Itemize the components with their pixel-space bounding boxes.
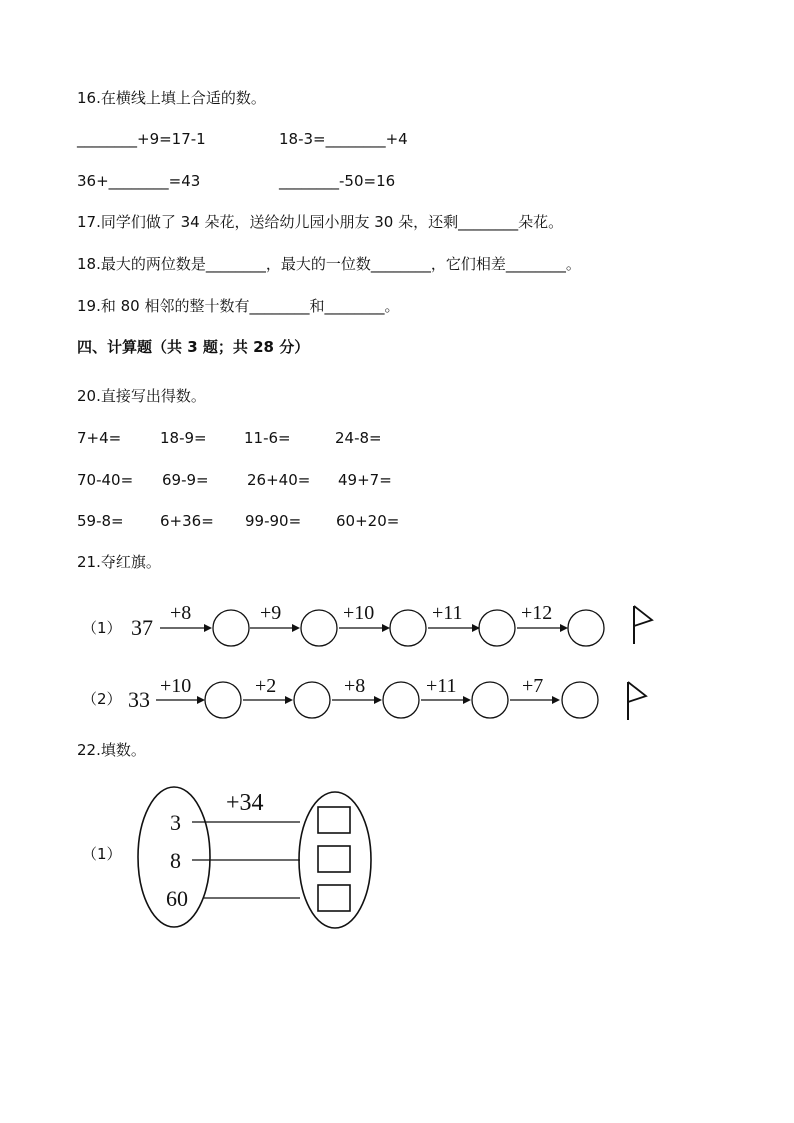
q22-title: 22.填数。 xyxy=(77,741,146,759)
q18-text: 18.最大的两位数是________，最大的一位数________，它们相差________。 xyxy=(77,255,581,273)
answer-circle[interactable] xyxy=(205,682,241,718)
q20-item: 60+20= xyxy=(336,512,400,530)
answer-circle[interactable] xyxy=(390,610,426,646)
input-number: 3 xyxy=(170,810,181,835)
q20-item: 24-8= xyxy=(335,429,382,447)
q16-blank-2[interactable]: 18-3=________+4 xyxy=(279,130,408,148)
input-number: 8 xyxy=(170,848,181,873)
chain-start-number: 33 xyxy=(128,687,150,712)
answer-circle[interactable] xyxy=(568,610,604,646)
q17-text: 17.同学们做了 34 朵花，送给幼儿园小朋友 30 朵，还剩________朵花。 xyxy=(77,213,564,231)
answer-circle[interactable] xyxy=(213,610,249,646)
q20-item: 7+4= xyxy=(77,429,122,447)
q21-chain-2-label: （2） xyxy=(82,690,122,708)
q20-item: 26+40= xyxy=(247,471,311,489)
q16-title: 16.在横线上填上合适的数。 xyxy=(77,89,266,107)
q21-title: 21.夺红旗。 xyxy=(77,553,161,571)
q20-item: 18-9= xyxy=(160,429,207,447)
output-set-ellipse xyxy=(299,792,371,928)
answer-circle[interactable] xyxy=(562,682,598,718)
q20-item: 11-6= xyxy=(244,429,291,447)
step-label: +10 xyxy=(160,675,192,697)
step-label: +12 xyxy=(521,602,553,624)
chain-start-number: 37 xyxy=(131,615,153,640)
red-flag-icon xyxy=(634,606,652,644)
q21-chain-1 xyxy=(120,592,670,656)
step-label: +9 xyxy=(260,602,282,624)
q22-label: （1） xyxy=(82,845,122,863)
answer-circle[interactable] xyxy=(301,610,337,646)
q20-title: 20.直接写出得数。 xyxy=(77,387,206,405)
answer-box[interactable] xyxy=(318,846,350,872)
step-label: +10 xyxy=(343,602,375,624)
q16-blank-3[interactable]: 36+________=43 xyxy=(77,172,201,190)
answer-circle[interactable] xyxy=(472,682,508,718)
step-label: +7 xyxy=(522,675,544,697)
answer-box[interactable] xyxy=(318,807,350,833)
q21-chain-1-label: （1） xyxy=(82,619,122,637)
q20-item: 6+36= xyxy=(160,512,214,530)
step-label: +2 xyxy=(255,675,277,697)
q16-blank-4[interactable]: ________-50=16 xyxy=(279,172,396,190)
step-label: +11 xyxy=(432,602,463,624)
answer-circle[interactable] xyxy=(479,610,515,646)
q20-item: 59-8= xyxy=(77,512,124,530)
q20-item: 49+7= xyxy=(338,471,392,489)
q22-mapping-diagram xyxy=(130,782,380,932)
q20-item: 99-90= xyxy=(245,512,302,530)
q21-chain-2 xyxy=(120,666,670,730)
operation-label: +34 xyxy=(226,790,264,816)
q19-text: 19.和 80 相邻的整十数有________和________。 xyxy=(77,297,400,315)
step-label: +8 xyxy=(344,675,366,697)
step-label: +11 xyxy=(426,675,457,697)
section4-title: 四、计算题（共 3 题；共 28 分） xyxy=(77,338,310,356)
input-number: 60 xyxy=(166,886,188,911)
red-flag-icon xyxy=(628,682,646,720)
answer-box[interactable] xyxy=(318,885,350,911)
step-label: +8 xyxy=(170,602,192,624)
q20-item: 69-9= xyxy=(162,471,209,489)
answer-circle[interactable] xyxy=(383,682,419,718)
q16-blank-1[interactable]: ________+9=17-1 xyxy=(77,130,206,148)
q20-item: 70-40= xyxy=(77,471,134,489)
answer-circle[interactable] xyxy=(294,682,330,718)
